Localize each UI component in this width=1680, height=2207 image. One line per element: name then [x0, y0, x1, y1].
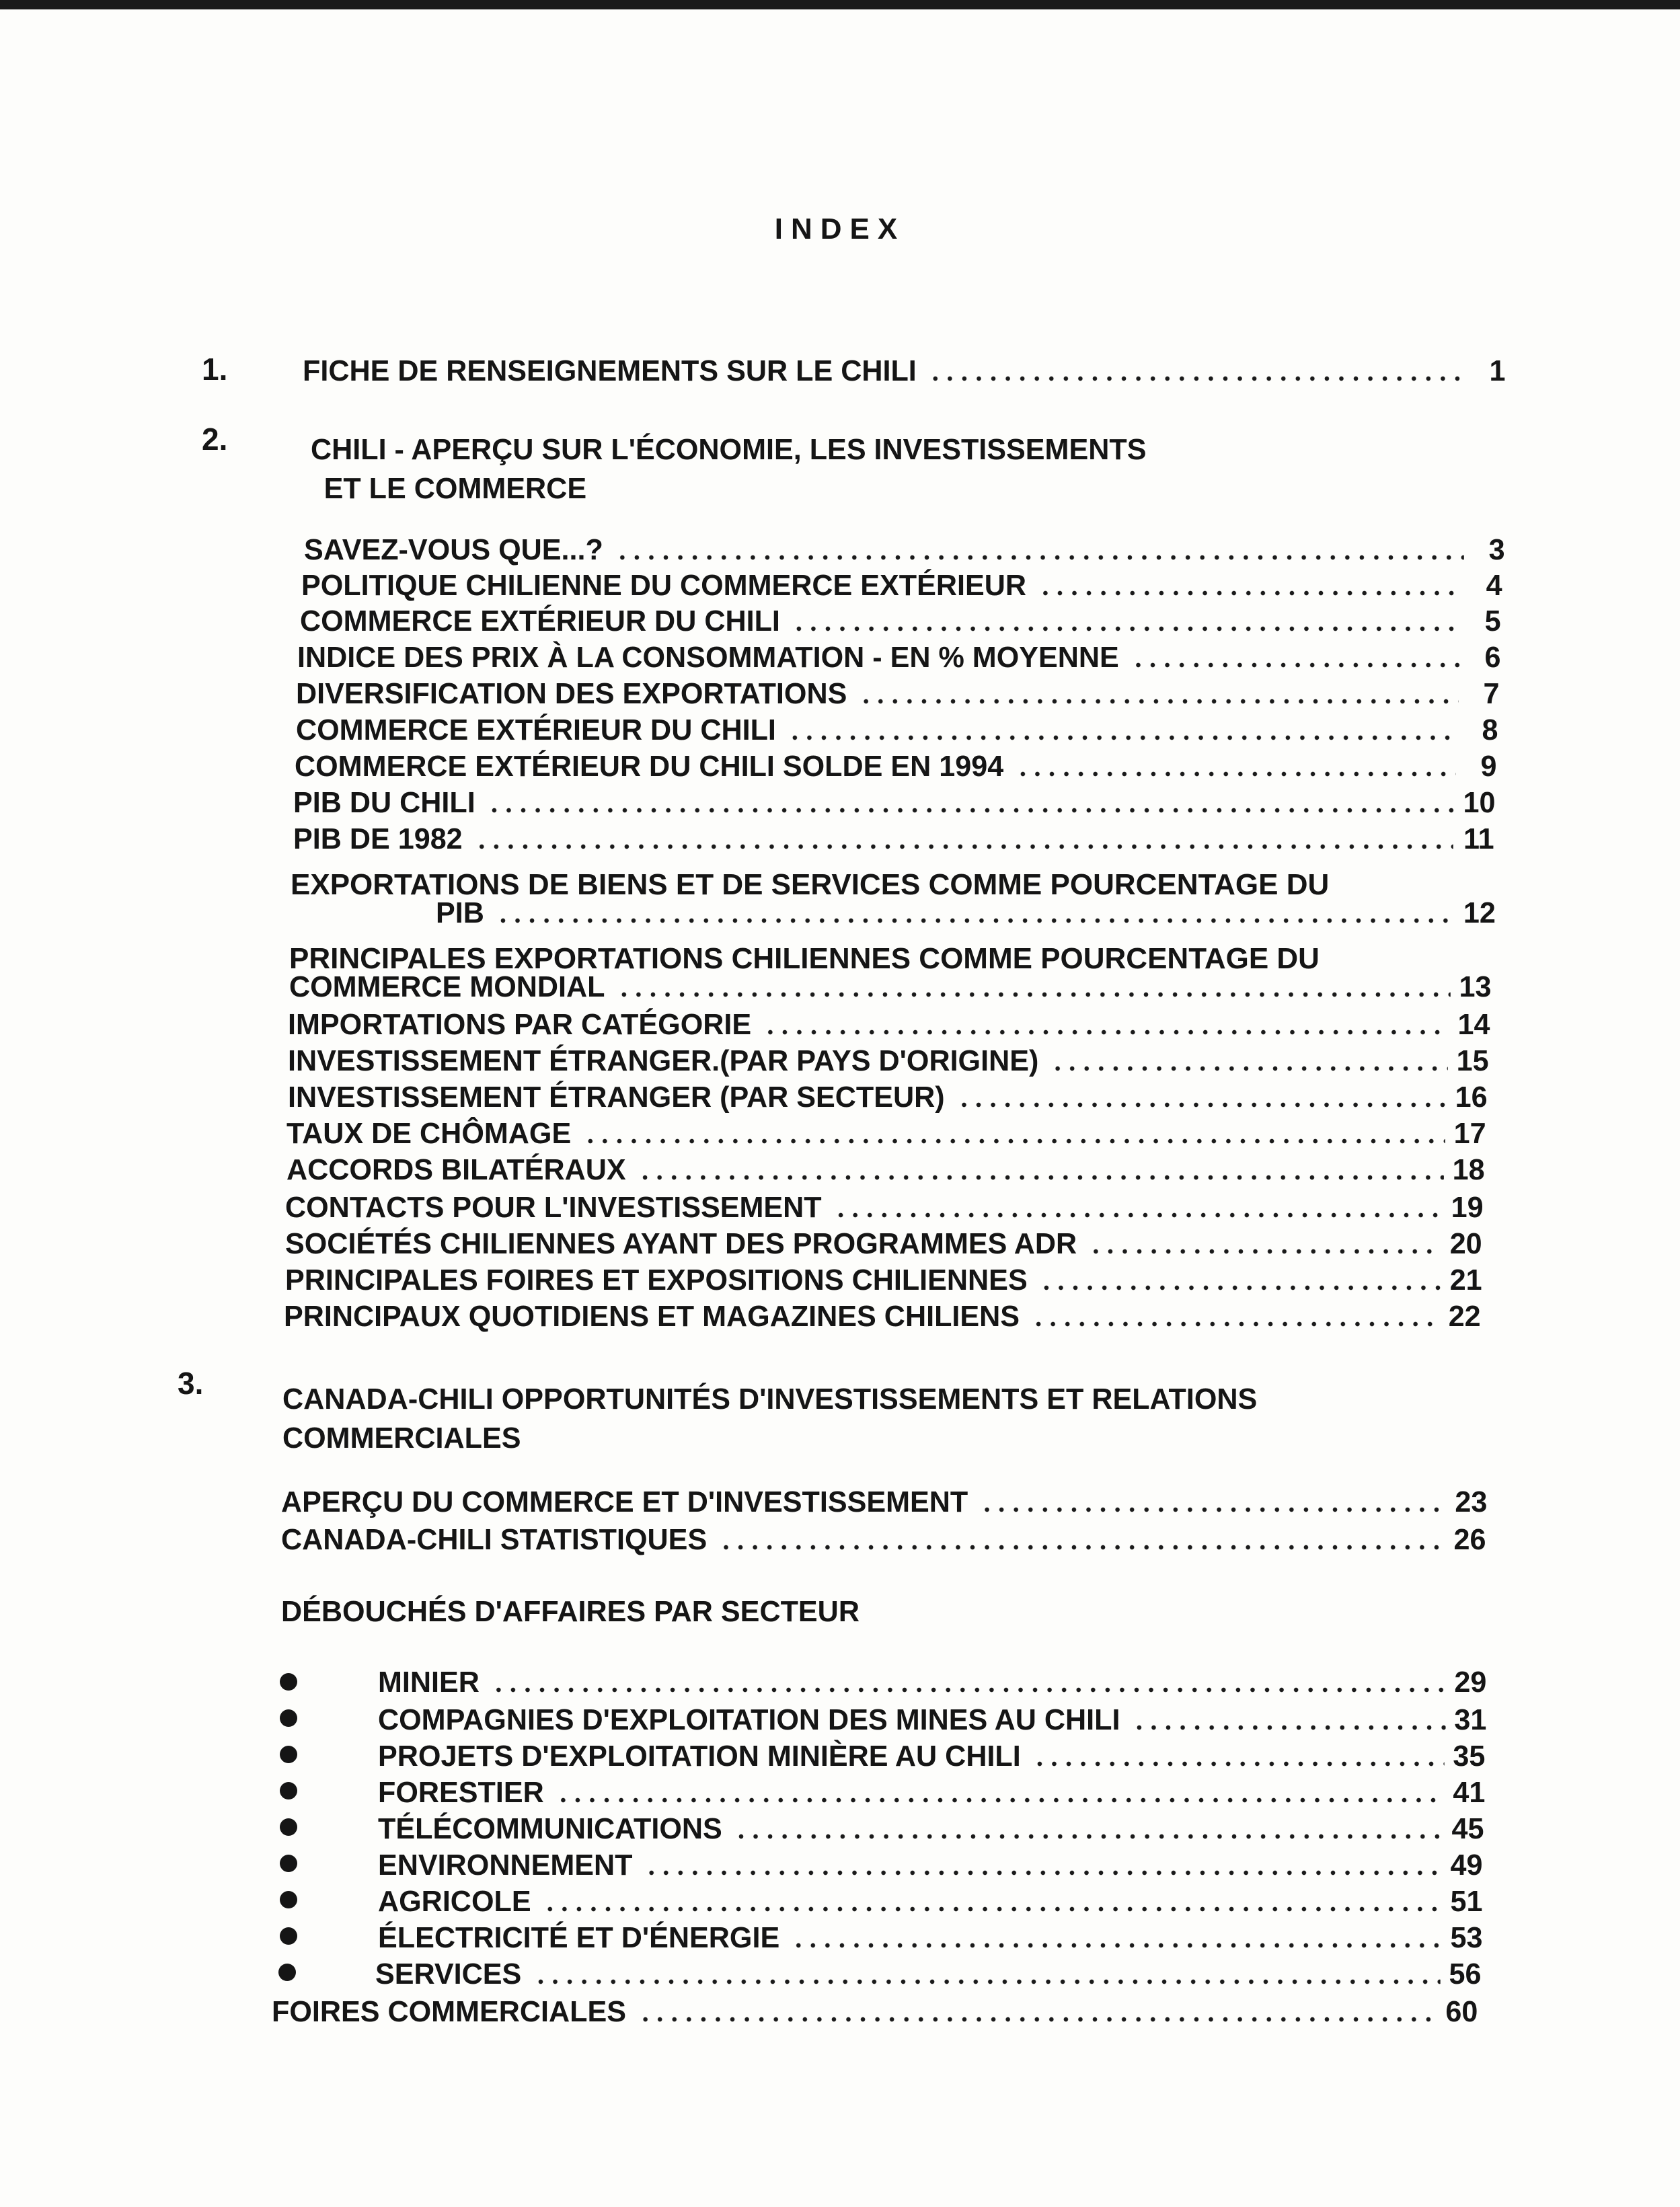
toc-entry-title-line1: EXPORTATIONS DE BIENS ET DE SERVICES COMME POURCENTAGE DU [291, 868, 1330, 901]
toc-entry-page: 60 [1445, 1995, 1478, 2028]
bullet-icon [280, 1746, 297, 1763]
toc-entry-page: 22 [1448, 1300, 1481, 1333]
toc-entry[interactable] [285, 1262, 1482, 1298]
toc-entry-title: ÉLECTRICITÉ ET D'ÉNERGIE [378, 1921, 780, 1954]
bullet-icon [280, 1927, 297, 1945]
toc-entry-title: COMMERCE EXTÉRIEUR DU CHILI [296, 713, 776, 746]
toc-entry[interactable] [378, 1919, 1482, 1956]
dot-leader [1132, 1725, 1445, 1730]
toc-entry-title: IMPORTATIONS PAR CATÉGORIE [288, 1008, 752, 1041]
dot-leader [928, 376, 1464, 381]
toc-entry-page: 14 [1457, 1008, 1490, 1041]
dot-leader [638, 2017, 1437, 2022]
dot-leader [1016, 771, 1456, 777]
toc-entry-title: PIB DE 1982 [293, 822, 463, 855]
toc-entry-title: TAUX DE CHÔMAGE [287, 1117, 572, 1150]
toc-entry-title: COMMERCE EXTÉRIEUR DU CHILI SOLDE EN 1994 [295, 750, 1004, 783]
toc-entry-title: COMPAGNIES D'EXPLOITATION DES MINES AU CHILI [378, 1703, 1120, 1736]
dot-leader [833, 1212, 1443, 1218]
toc-entry-page: 23 [1455, 1485, 1488, 1518]
dot-leader [1131, 662, 1459, 668]
toc-entry-title: ENVIRONNEMENT [378, 1849, 633, 1882]
toc-entry[interactable] [293, 784, 1496, 820]
toc-entry-title: PRINCIPALES FOIRES ET EXPOSITIONS CHILIENNES [285, 1264, 1028, 1296]
toc-entry[interactable] [287, 1115, 1486, 1151]
dot-leader [956, 1102, 1447, 1108]
toc-entry-page: 41 [1453, 1776, 1486, 1809]
toc-entry-page: 21 [1449, 1264, 1482, 1296]
section-heading-line: ET LE COMMERCE [323, 472, 587, 505]
dot-leader [474, 844, 1453, 849]
dot-leader [1051, 1066, 1448, 1071]
toc-entry-page: 9 [1480, 750, 1497, 783]
toc-entry-page: 1 [1489, 354, 1506, 387]
section-heading-line: CANADA-CHILI OPPORTUNITÉS D'INVESTISSEMENTS ET RELATIONS [282, 1383, 1258, 1416]
toc-entry-title: DIVERSIFICATION DES EXPORTATIONS [296, 677, 847, 710]
toc-entry-page: 5 [1484, 605, 1501, 637]
toc-entry-page: 18 [1452, 1153, 1485, 1186]
toc-entry[interactable] [272, 1993, 1478, 2029]
toc-entry-page: 20 [1449, 1227, 1482, 1260]
toc-entry[interactable] [287, 1151, 1485, 1188]
toc-entry-page: 31 [1454, 1703, 1487, 1736]
subheading: DÉBOUCHÉS D'AFFAIRES PAR SECTEUR [281, 1595, 860, 1628]
toc-entry-page: 3 [1488, 533, 1505, 566]
dot-leader [615, 555, 1463, 560]
toc-entry[interactable] [296, 675, 1499, 711]
dot-leader [763, 1030, 1449, 1035]
dot-leader [556, 1797, 1444, 1803]
toc-entry[interactable] [301, 567, 1502, 603]
dot-leader [496, 918, 1455, 923]
section-number: 1. [202, 352, 228, 387]
toc-entry-title: FORESTIER [378, 1776, 544, 1809]
toc-entry-page: 8 [1482, 713, 1498, 746]
toc-entry-title: FOIRES COMMERCIALES [272, 1995, 627, 2028]
toc-entry-title: INDICE DES PRIX À LA CONSOMMATION - EN % MOYENNE [297, 641, 1119, 674]
toc-entry[interactable] [304, 531, 1505, 568]
bullet-icon [280, 1673, 297, 1691]
toc-entry-title: PROJETS D'EXPLOITATION MINIÈRE AU CHILI [378, 1740, 1021, 1773]
dot-leader [1038, 590, 1461, 596]
toc-entry-title: COMMERCE EXTÉRIEUR DU CHILI [300, 605, 780, 637]
toc-entry[interactable] [293, 820, 1494, 857]
section-heading-line: COMMERCIALES [282, 1422, 521, 1455]
section-number: 3. [178, 1366, 204, 1401]
toc-entry[interactable] [378, 1774, 1485, 1810]
toc-entry-title: CONTACTS POUR L'INVESTISSEMENT [285, 1191, 822, 1224]
toc-entry-page: 10 [1463, 786, 1496, 819]
bullet-icon [280, 1709, 297, 1727]
toc-entry-title: SERVICES [375, 1958, 522, 1990]
dot-leader [1089, 1249, 1441, 1254]
toc-entry-title: SOCIÉTÉS CHILIENNES AYANT DES PROGRAMMES ADR [285, 1227, 1077, 1260]
section-heading [282, 1380, 1257, 1458]
toc-entry-title: CANADA-CHILI STATISTIQUES [281, 1523, 708, 1556]
dot-leader [719, 1545, 1445, 1550]
dot-leader [1039, 1285, 1441, 1290]
toc-entry-title: APERÇU DU COMMERCE ET D'INVESTISSEMENT [281, 1485, 968, 1518]
toc-entry-page: 35 [1453, 1740, 1486, 1773]
bullet-icon [280, 1891, 297, 1908]
toc-entry[interactable] [288, 1079, 1488, 1115]
toc-entry-page: 17 [1453, 1117, 1486, 1150]
toc-entry-page: 6 [1484, 641, 1501, 674]
section-heading-line: CHILI - APERÇU SUR L'ÉCONOMIE, LES INVESTISSEMENTS [311, 433, 1147, 466]
dot-leader [1032, 1761, 1444, 1767]
bullet-icon [280, 1818, 297, 1836]
toc-entry-title: COMMERCE MONDIAL [289, 970, 605, 1003]
toc-entry-title: PIB [436, 896, 484, 929]
toc-entry[interactable] [378, 1738, 1485, 1774]
dot-leader [583, 1138, 1445, 1144]
dot-leader [1032, 1321, 1440, 1327]
scan-top-border [0, 0, 1680, 9]
dot-leader [859, 699, 1459, 704]
toc-entry[interactable] [378, 1664, 1486, 1700]
toc-entry[interactable] [281, 1521, 1486, 1557]
dot-leader [980, 1507, 1447, 1512]
toc-entry[interactable] [378, 1810, 1484, 1847]
toc-entry[interactable] [296, 711, 1498, 748]
dot-leader [487, 808, 1454, 813]
toc-entry-title: FICHE DE RENSEIGNEMENTS SUR LE CHILI [303, 354, 917, 387]
dot-leader [792, 626, 1460, 631]
toc-entry[interactable] [303, 352, 1506, 389]
toc-entry[interactable] [288, 1006, 1490, 1042]
dot-leader [792, 1943, 1442, 1948]
toc-entry[interactable] [297, 639, 1500, 675]
toc-entry[interactable] [436, 894, 1496, 931]
dot-leader [533, 1979, 1441, 1984]
toc-entry-page: 11 [1463, 822, 1494, 855]
dot-leader [788, 735, 1457, 740]
toc-entry-page: 49 [1450, 1849, 1483, 1882]
dot-leader [492, 1687, 1446, 1693]
bullet-icon [278, 1964, 296, 1981]
toc-entry-page: 12 [1463, 896, 1496, 929]
toc-entry-page: 45 [1451, 1812, 1484, 1845]
toc-entry[interactable] [378, 1847, 1482, 1883]
dot-leader [638, 1175, 1444, 1180]
dot-leader [617, 992, 1451, 997]
toc-entry-page: 15 [1456, 1044, 1489, 1077]
toc-entry-title: MINIER [378, 1666, 480, 1699]
toc-entry-page: 19 [1451, 1191, 1484, 1224]
bullet-icon [280, 1855, 297, 1872]
toc-entry-title: AGRICOLE [378, 1885, 531, 1918]
toc-entry[interactable] [289, 968, 1492, 1005]
toc-entry-title: INVESTISSEMENT ÉTRANGER.(PAR PAYS D'ORIGINE) [288, 1044, 1039, 1077]
toc-entry-title: ACCORDS BILATÉRAUX [287, 1153, 626, 1186]
toc-entry[interactable] [295, 748, 1497, 784]
toc-entry[interactable] [378, 1883, 1482, 1919]
toc-entry-page: 26 [1453, 1523, 1486, 1556]
toc-entry[interactable] [375, 1956, 1481, 1992]
toc-entry-page: 4 [1486, 569, 1502, 602]
toc-entry-title-line1: PRINCIPALES EXPORTATIONS CHILIENNES COMME POURCENTAGE DU [289, 942, 1320, 975]
section-number: 2. [202, 422, 228, 457]
toc-entry-page: 29 [1454, 1666, 1487, 1699]
toc-entry-page: 7 [1483, 677, 1500, 710]
toc-entry[interactable] [285, 1189, 1484, 1225]
toc-entry[interactable] [288, 1042, 1489, 1079]
toc-entry-page: 16 [1455, 1081, 1488, 1114]
toc-entry[interactable] [378, 1701, 1486, 1738]
dot-leader [734, 1834, 1443, 1839]
dot-leader [543, 1906, 1441, 1912]
page-title: INDEX [774, 212, 906, 245]
toc-entry[interactable] [300, 603, 1501, 639]
toc-entry-page: 53 [1450, 1921, 1483, 1954]
toc-entry-title: PIB DU CHILI [293, 786, 475, 819]
toc-entry-page: 56 [1449, 1958, 1482, 1990]
toc-entry[interactable] [281, 1483, 1487, 1520]
toc-entry-title: PRINCIPAUX QUOTIDIENS ET MAGAZINES CHILIENS [284, 1300, 1020, 1333]
toc-entry-title: TÉLÉCOMMUNICATIONS [378, 1812, 722, 1845]
toc-entry-page: 13 [1459, 970, 1492, 1003]
toc-entry[interactable] [284, 1298, 1481, 1334]
toc-entry[interactable] [285, 1225, 1482, 1262]
toc-entry-page: 51 [1450, 1885, 1483, 1918]
section-heading [311, 430, 1146, 508]
bullet-icon [280, 1782, 297, 1799]
dot-leader [644, 1870, 1442, 1875]
toc-entry-title: SAVEZ-VOUS QUE...? [304, 533, 603, 566]
toc-entry-title: POLITIQUE CHILIENNE DU COMMERCE EXTÉRIEUR [301, 569, 1027, 602]
toc-entry-title: INVESTISSEMENT ÉTRANGER (PAR SECTEUR) [288, 1081, 945, 1114]
